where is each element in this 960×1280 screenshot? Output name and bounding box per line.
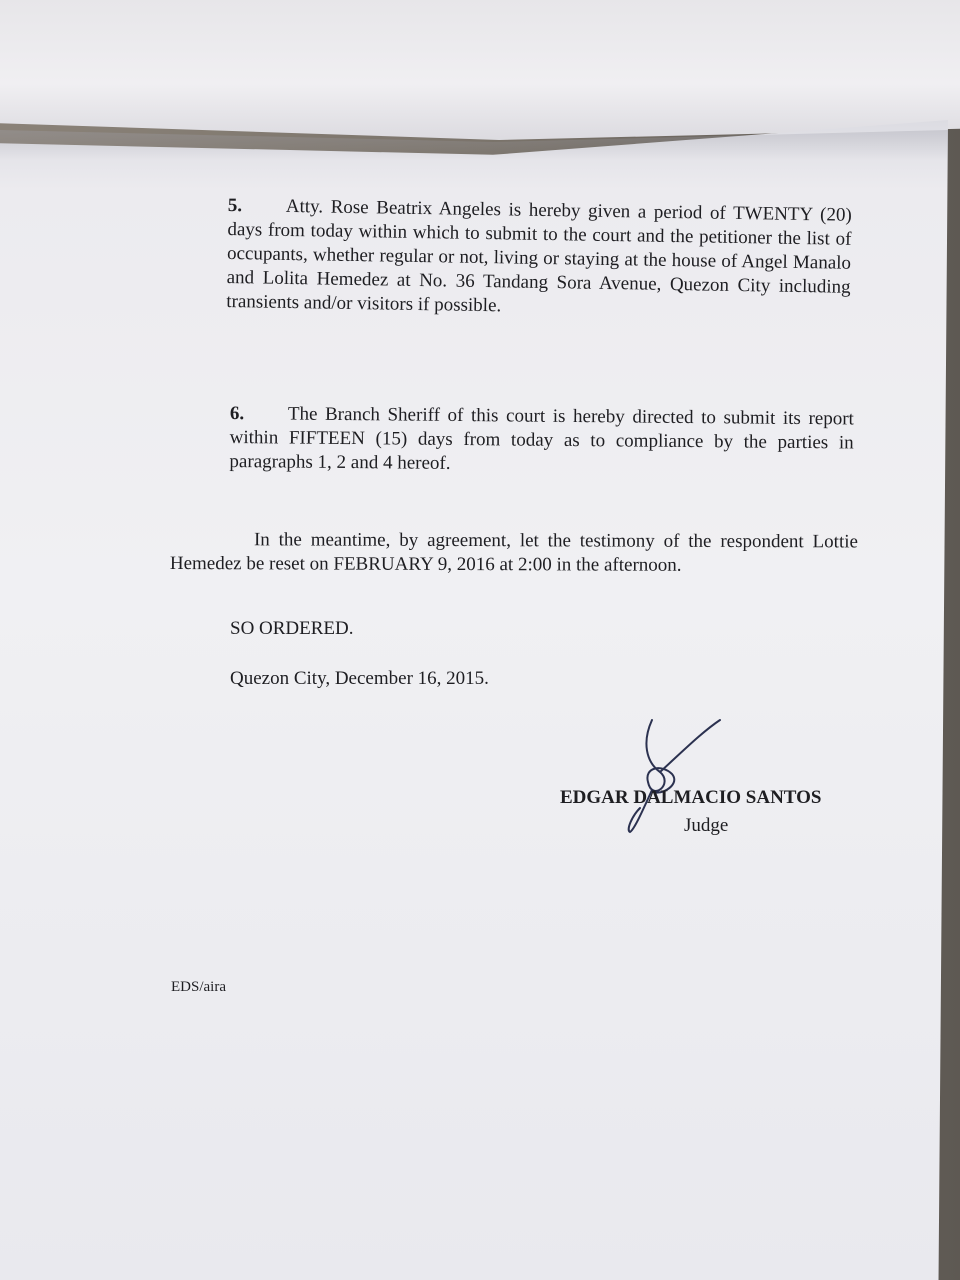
paragraph-6-number: 6.	[229, 402, 245, 425]
judge-name: EDGAR DALMACIO SANTOS	[560, 787, 822, 808]
paragraph-5	[226, 194, 852, 324]
judge-title: Judge	[684, 815, 729, 836]
paragraph-6-text: The Branch Sheriff of this court is hereby directed to submit its report within FIFTEEN (15) days from today as to compliance by the parties in paragraphs 1, 2 and 4 hereof.	[229, 403, 854, 474]
place-and-date: Quezon City, December 16, 2015.	[230, 668, 489, 689]
meantime-paragraph: In the meantime, by agreement, let the testimony of the respondent Lottie Hemedez be reset on FEBRUARY 9, 2016 at 2:00 in the afternoon.	[169, 529, 858, 576]
paragraph-5-text: Atty. Rose Beatrix Angeles is hereby given a period of TWENTY (20) days from today within which to submit to the court and the petitioner the list of occupants, whether regular or not, living or staying at the house of Angel Manalo and Lolita Hemedez at No. 36 Tandang Sora Avenue, Quezon City including transients and/or visitors if possible.	[226, 195, 852, 317]
so-ordered: SO ORDERED.	[230, 618, 354, 639]
paragraph-6	[229, 402, 854, 479]
reference-initials: EDS/aira	[171, 979, 226, 995]
paragraph-5-number: 5.	[227, 194, 243, 217]
